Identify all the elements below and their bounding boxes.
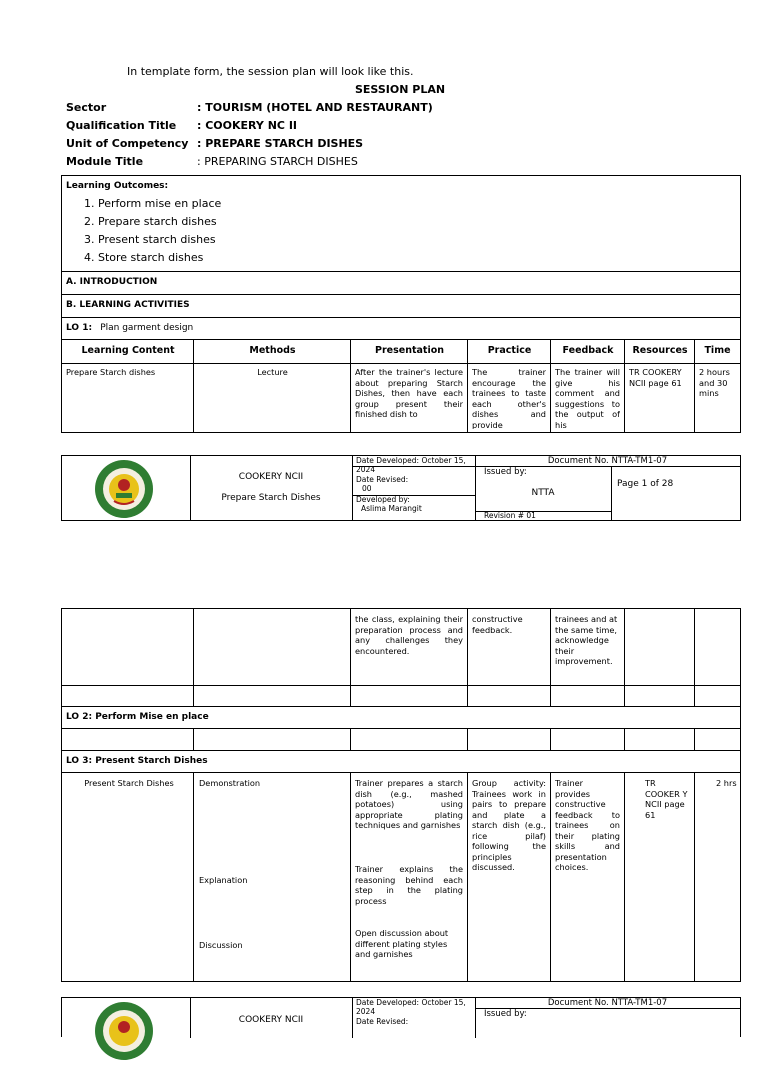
row1-resources: TR COOKERY NCII page 61	[629, 367, 682, 388]
footer-divider	[611, 466, 612, 520]
col-divider	[694, 340, 695, 433]
page-footer	[61, 455, 741, 521]
intro-text: In template form, the session plan will look like this.	[127, 65, 414, 78]
col-divider	[624, 340, 625, 433]
row3-resources: TR COOKER Y NCII page 61	[645, 778, 688, 820]
row1-feedback-continued: trainees and at the same time, acknowledge their improvement.	[555, 614, 618, 666]
document-title: SESSION PLAN	[355, 83, 446, 96]
footer-issued-by-label: Issued by:	[484, 467, 527, 477]
row3-content: Present Starch Dishes	[84, 778, 174, 788]
footer-revision: Revision # 01	[484, 511, 536, 520]
row1-presentation: After the trainer's lecture about preparing Starch Dishes, then have each group present their finished dish to	[355, 367, 463, 419]
lo1-row	[62, 318, 740, 340]
row1-presentation-continued: the class, explaining their preparation process and any challenges they encountered.	[355, 614, 463, 656]
footer-date-revised-label: Date Revised:	[356, 475, 409, 484]
row1-feedback: The trainer will give his comment and suggestions to the output of his	[555, 367, 620, 429]
col-divider	[550, 773, 551, 981]
footer-issuer: NTTA	[531, 488, 555, 498]
row1-practice: The trainer encourage the trainees to taste each other's dishes and provide	[472, 367, 546, 429]
col-divider	[624, 729, 625, 751]
col-divider	[467, 340, 468, 433]
col-divider	[694, 773, 695, 981]
learning-outcome-item: 3. Present starch dishes	[84, 233, 216, 246]
module-value: : PREPARING STARCH DISHES	[197, 155, 358, 168]
footer-program: COOKERY NCII	[238, 472, 304, 482]
footer-page-number: Page 1 of 28	[617, 479, 674, 489]
col-presentation: Presentation	[375, 345, 444, 356]
lo2-row	[62, 707, 740, 729]
footer-date-revised-label: Date Revised:	[356, 1017, 409, 1026]
col-learning-content: Learning Content	[81, 345, 175, 356]
module-label: Module Title	[66, 155, 144, 168]
lo3-label: LO 3: Present Starch Dishes	[66, 756, 208, 766]
col-divider	[350, 340, 351, 433]
sector-label: Sector	[66, 101, 107, 114]
row1-method: Lecture	[257, 367, 288, 377]
learning-outcomes-label: Learning Outcomes:	[66, 181, 169, 191]
footer-divider	[190, 456, 191, 520]
row3-presentation-demo: Trainer prepares a starch dish (e.g., mashed potatoes) using appropriate plating techniques and garnishes	[355, 778, 463, 830]
learning-outcome-item: 1. Perform mise en place	[84, 197, 222, 210]
session-table	[61, 175, 741, 433]
footer-document-number: Document No. NTTA-TM1-07	[547, 456, 668, 466]
row1-content: Prepare Starch dishes	[66, 367, 156, 377]
learning-outcomes-section	[62, 176, 740, 272]
footer-developed-by-value: Aslima Marangit	[361, 504, 422, 513]
section-b-label: B. LEARNING ACTIVITIES	[66, 300, 190, 310]
row3-presentation-discuss: Open discussion about different plating styles and garnishes	[355, 928, 449, 959]
col-divider	[694, 729, 695, 751]
lo1-text: Plan garment design	[100, 323, 194, 333]
col-practice: Practice	[487, 345, 532, 356]
col-divider	[550, 340, 551, 433]
column-header-row	[62, 340, 740, 364]
empty-row	[62, 686, 740, 707]
lo1-number: LO 1:	[66, 323, 93, 333]
col-feedback: Feedback	[562, 345, 614, 356]
col-divider	[350, 729, 351, 751]
row3-practice: Group activity: Trainees work in pairs to prepare and plate a starch dish (e.g., rice pilaf) following the principles discussed.	[472, 778, 546, 872]
sector-value: : TOURISM (HOTEL AND RESTAURANT)	[197, 101, 433, 114]
section-a-label: A. INTRODUCTION	[66, 277, 158, 287]
col-divider	[350, 773, 351, 981]
footer-program: COOKERY NCII	[238, 1015, 304, 1025]
col-divider	[550, 729, 551, 751]
page-footer-2	[61, 997, 741, 1037]
lo2-label: LO 2: Perform Mise en place	[66, 712, 209, 722]
col-time: Time	[704, 345, 731, 356]
row3-presentation-explain: Trainer explains the reasoning behind each step in the plating process	[355, 864, 463, 906]
col-divider	[467, 773, 468, 981]
lo1-label	[66, 323, 193, 333]
qualification-value: : COOKERY NC II	[197, 119, 297, 132]
footer-developed-by-label: Developed by:	[356, 495, 410, 504]
row1-practice-continued: constructive feedback.	[472, 614, 523, 635]
row1-time: 2 hours and 30 mins	[699, 367, 730, 398]
row3-method-explanation: Explanation	[199, 875, 248, 885]
learning-outcome-item: 2. Prepare starch dishes	[84, 215, 217, 228]
learning-outcome-item: 4. Store starch dishes	[84, 251, 204, 264]
footer-date-revised-value: 00	[362, 484, 372, 493]
empty-row	[62, 729, 740, 751]
lo3-row	[62, 751, 740, 773]
institution-logo	[92, 459, 156, 519]
footer-module: Prepare Starch Dishes	[221, 493, 321, 503]
col-methods: Methods	[249, 345, 296, 356]
col-divider	[624, 773, 625, 981]
section-introduction	[62, 272, 740, 295]
unit-value: : PREPARE STARCH DISHES	[197, 137, 364, 150]
col-divider	[467, 729, 468, 751]
footer-date-developed: Date Developed: October 15, 2024	[356, 456, 466, 474]
row3-time: 2 hrs	[716, 778, 737, 788]
row3-feedback: Trainer provides constructive feedback to trainees on their plating skills and presentation choices.	[555, 778, 620, 872]
col-divider	[193, 729, 194, 751]
section-learning-activities	[62, 295, 740, 318]
footer-issued-by-label: Issued by:	[484, 1009, 527, 1019]
footer-divider	[352, 998, 353, 1038]
footer-date-developed: Date Developed: October 15, 2024	[356, 998, 466, 1016]
session-table-continued	[61, 608, 741, 982]
col-divider	[193, 773, 194, 981]
col-divider	[193, 340, 194, 433]
col-resources: Resources	[632, 345, 688, 356]
footer-document-number: Document No. NTTA-TM1-07	[547, 998, 668, 1008]
learning-outcomes-list	[84, 195, 221, 267]
row3-method-demonstration: Demonstration	[199, 778, 261, 788]
row3-method-discussion: Discussion	[199, 940, 243, 950]
institution-logo	[92, 1001, 156, 1061]
unit-label: Unit of Competency	[66, 137, 189, 150]
qualification-label: Qualification Title	[66, 119, 177, 132]
